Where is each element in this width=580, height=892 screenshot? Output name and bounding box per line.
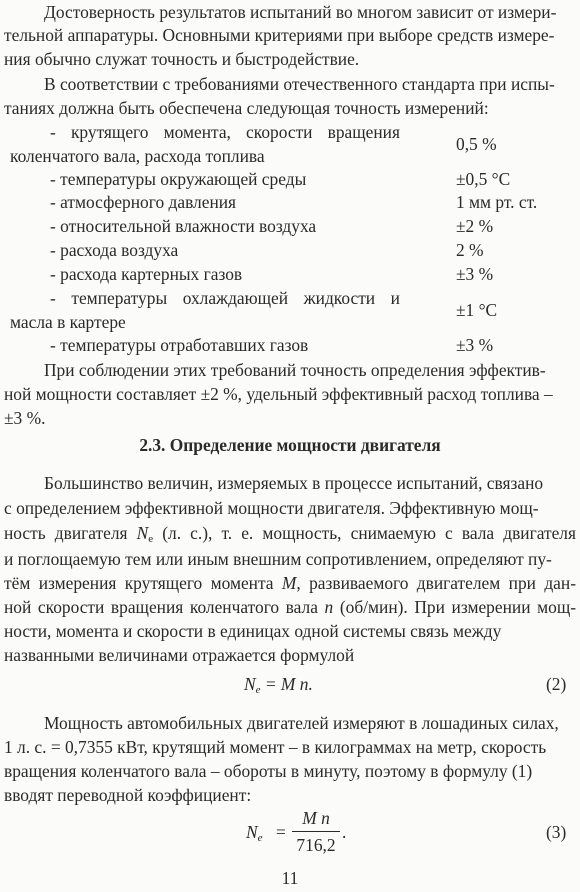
- requirement-label: - температуры окружающей среды: [50, 169, 307, 189]
- requirement-value: ±2 %: [456, 216, 494, 236]
- units-line-2: 1 л. с. = 0,7355 кВт, крутящий момент – в килограммах на метр, скорость: [4, 737, 547, 757]
- intro-line-1: Достоверность результатов испытаний во многом зависит от измери-: [44, 2, 557, 22]
- torque-symbol: М: [281, 573, 297, 593]
- formula-3-equals: =: [276, 822, 286, 842]
- requirement-value: ±3 %: [456, 335, 494, 355]
- standard-line-1: В соответствии с требованиями отечественного стандарта при испы-: [44, 74, 555, 94]
- page-number: 11: [281, 868, 299, 888]
- formula-2-expression: [244, 672, 313, 702]
- formula-3-lhs-group: [246, 820, 263, 850]
- main-line-2: с определением эффективной мощности двигателя. Эффективную мощ-: [4, 498, 539, 518]
- requirement-value: 0,5 %: [456, 134, 497, 154]
- requirement-label-cont: коленчатого вала, расхода топлива: [10, 146, 265, 166]
- power-symbol: N: [136, 523, 149, 543]
- requirement-value: ±1 °С: [456, 300, 498, 320]
- speed-symbol: n: [324, 597, 334, 617]
- main-line-3-part-b: (л. с.), т. е. мощность, снимаемую с вала двигателя: [153, 523, 576, 543]
- requirement-label: - температуры охлаждающей жидкости и: [50, 288, 400, 308]
- formula-3-denominator: 716,2: [296, 835, 336, 855]
- formula-3-lhs: N: [246, 822, 258, 842]
- formula-2-number: (2): [546, 674, 567, 694]
- formula-2-lhs: N: [244, 674, 256, 694]
- standard-line-2: таниях должна быть обеспечена следующая точность измерений:: [4, 98, 489, 118]
- accuracy-line-1: При соблюдении этих требований точность определения эффектив-: [44, 360, 546, 380]
- requirement-value: 2 %: [456, 240, 484, 260]
- units-line-4: вводят переводной коэффициент:: [4, 785, 252, 805]
- main-line-7: ности, момента и скорости в единицах одной системы связь между: [4, 621, 502, 641]
- power-subscript: e: [148, 533, 154, 545]
- formula-3-lhs-subscript: e: [257, 832, 263, 844]
- requirement-label: - относительной влажности воздуха: [50, 216, 317, 236]
- requirement-label: - расхода картерных газов: [50, 264, 243, 284]
- formula-3-numerator: M n: [302, 808, 330, 828]
- requirement-label: - атмосферного давления: [50, 192, 237, 212]
- formula-3-fraction-bar: [292, 831, 340, 832]
- intro-line-2: тельной аппаратуры. Основными критериями при выборе средств измере-: [4, 25, 555, 45]
- formula-2-lhs-subscript: e: [255, 684, 261, 696]
- requirement-value: 1 мм рт. ст.: [456, 192, 538, 212]
- main-line-4: и поглощаемую тем или иным внешним сопротивлением, определяют пу-: [4, 549, 552, 569]
- main-line-6-part-a: ной скорости вращения коленчатого вала: [4, 597, 325, 617]
- main-line-5: [4, 571, 576, 595]
- accuracy-line-2: ной мощности составляет ±2 %, удельный эффективный расход топлива –: [4, 384, 553, 404]
- formula-3-period: .: [342, 822, 347, 842]
- intro-line-3: ния обычно служат точность и быстродействие.: [4, 49, 360, 69]
- formula-2-rhs: = M n.: [260, 674, 313, 694]
- main-line-5-part-a: тём измерения крутящего момента: [4, 573, 282, 593]
- units-line-1: Мощность автомобильных двигателей измеряют в лошадиных силах,: [44, 713, 559, 733]
- requirement-label: - крутящего момента, скорости вращения: [50, 122, 400, 142]
- requirement-value: ±3 %: [456, 264, 494, 284]
- main-line-6: [4, 595, 576, 619]
- main-line-6-part-b: (об/мин). При измерении мощ-: [333, 597, 576, 617]
- main-line-1: Большинство величин, измеряемых в процессе испытаний, связано: [44, 473, 544, 493]
- requirement-label: - расхода воздуха: [50, 240, 179, 260]
- units-line-3: вращения коленчатого вала – обороты в минуту, поэтому в формулу (1): [4, 761, 533, 781]
- requirement-label: - температуры отработавших газов: [50, 335, 309, 355]
- main-line-8: названными величинами отражается формулой: [4, 645, 355, 665]
- requirement-label-cont: масла в картере: [10, 312, 126, 332]
- formula-3-number: (3): [546, 822, 567, 842]
- main-line-5-part-b: , развиваемого двигателем при дан-: [296, 573, 576, 593]
- section-heading: 2.3. Определение мощности двигателя: [139, 435, 441, 455]
- main-line-3-part-a: ность двигателя: [4, 523, 137, 543]
- requirement-value: ±0,5 °С: [456, 169, 511, 189]
- accuracy-line-3: ±3 %.: [4, 408, 46, 428]
